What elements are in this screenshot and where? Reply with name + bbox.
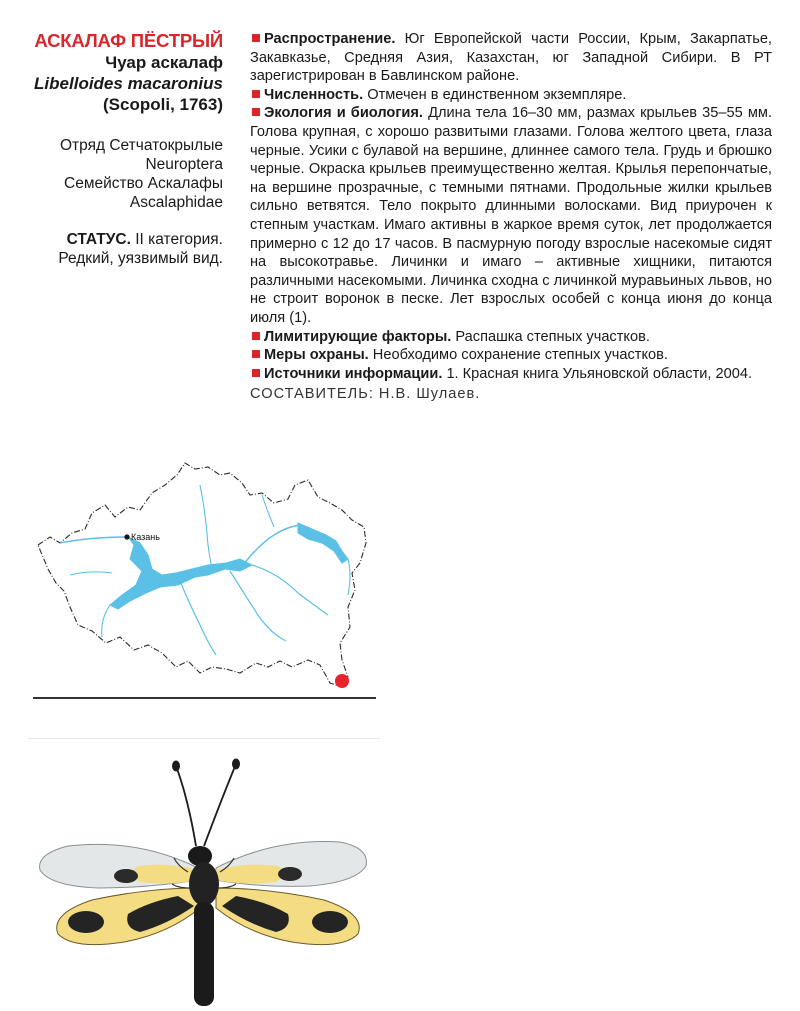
order-ru: Отряд Сетчатокрылые: [60, 137, 223, 154]
bullet-marker-icon: [252, 108, 260, 116]
section-heading: Распространение.: [264, 31, 396, 47]
section-text: 1. Красная книга Ульяновской области, 2004.: [442, 365, 753, 382]
left-antenna: [176, 766, 196, 846]
section-heading: Меры охраны.: [264, 347, 369, 364]
insect-abdomen: [194, 902, 214, 1006]
status-label: СТАТУС.: [66, 231, 131, 248]
right-antenna: [204, 764, 236, 846]
bullet-marker-icon: [252, 34, 260, 42]
status-description: Редкий, уязвимый вид.: [58, 250, 223, 267]
left-hindwing-tip: [68, 911, 104, 933]
river-line: [200, 485, 212, 569]
river-line: [252, 565, 328, 615]
species-latin-name: Libelloides macaronius: [34, 74, 223, 93]
taxonomy-block: [20, 136, 223, 212]
left-antenna-club: [172, 761, 180, 772]
river-line: [60, 537, 128, 543]
city-kazan-dot: [124, 534, 129, 539]
family-ru: Семейство Аскалафы: [64, 175, 223, 192]
section-sources: [250, 365, 772, 384]
river-line: [348, 559, 350, 595]
river-line: [102, 605, 110, 637]
river-line: [70, 572, 112, 575]
section-limiting-factors: [250, 328, 772, 347]
section-heading: Экология и биология.: [264, 105, 423, 122]
species-author: (Scopoli, 1763): [103, 95, 223, 114]
city-kazan-label: Казань: [131, 532, 160, 542]
section-abundance: [250, 86, 772, 105]
river-line: [240, 525, 300, 569]
section-distribution: [250, 30, 772, 86]
status-block: [20, 230, 223, 268]
species-title: АСКАЛАФ ПЁСТРЫЙ: [34, 30, 223, 51]
occurrence-marker: [335, 674, 349, 688]
river-line: [230, 571, 286, 641]
right-antenna-club: [232, 759, 240, 770]
species-description: [250, 30, 772, 404]
status-category: II категория.: [130, 231, 223, 248]
map-divider: [33, 697, 376, 699]
section-text: Отмечен в единственном экземпляре.: [363, 86, 627, 103]
left-forewing-spot: [114, 869, 138, 883]
section-ecology: [250, 104, 772, 327]
section-text: Распашка степных участков.: [451, 328, 650, 345]
section-text: Необходимо сохранение степных участков.: [368, 347, 668, 364]
family-lat: Ascalaphidae: [129, 194, 223, 211]
bullet-marker-icon: [252, 350, 260, 358]
section-text: Длина тела 16–30 мм, размах крыльев 35–55 мм. Голова крупная, с хорошо развитыми глазами. Голова желтого цвета, глаза черные. Усики с булавой на вершине, длиннее самого тела. Грудь и брюшко черные. Окраска крыльев преимущественно желтая. Крылья перепончатые, на вершине прозрачные, с темными пятнами. Продольные жилки крыльев сильно ветвятся. Тело покрыто длинными волосками. Вид приурочен к степным участкам. Имаго активны в жаркое время суток, лет продолжается примерно с 12 до 17 часов. В пасмурную погоду взрослые насекомые сидят на высокотравье. Личинки и имаго – активные хищники, питаются различными насекомыми. Личинка сходна с личинкой муравьиных львов, но не строит воронок в песке. Лет взрослых особей с конца июня до конца июля (1).: [250, 105, 772, 326]
insect-thorax: [189, 862, 219, 906]
bullet-marker-icon: [252, 332, 260, 340]
river-line: [180, 581, 216, 655]
section-heading: Численность.: [264, 86, 364, 103]
order-lat: Neuroptera: [145, 156, 223, 173]
map-svg: [30, 455, 382, 705]
section-text: Юг Европейской части России, Крым, Закарпатье, Закавказье, Средняя Азия, Казахстан, юг Западной Сибири. В РТ зарегистрирован в Бавлинском районе.: [250, 31, 772, 85]
distribution-map: [30, 455, 382, 705]
right-forewing-spot: [278, 867, 302, 881]
section-protection: [250, 346, 772, 365]
section-heading: Лимитирующие факторы.: [264, 328, 452, 345]
nizhnekamsk-reservoir: [298, 523, 348, 563]
right-hindwing-tip: [312, 911, 348, 933]
compiler-credit: СОСТАВИТЕЛЬ: Н.В. Шулаев.: [250, 386, 481, 403]
species-local-name: Чуар аскалаф: [105, 53, 223, 72]
species-photo: [28, 738, 380, 1006]
bullet-marker-icon: [252, 369, 260, 377]
river-line: [262, 495, 274, 527]
species-header: [20, 30, 223, 268]
section-heading: Источники информации.: [264, 365, 443, 382]
bullet-marker-icon: [252, 90, 260, 98]
owlfly-illustration: [28, 738, 380, 1006]
